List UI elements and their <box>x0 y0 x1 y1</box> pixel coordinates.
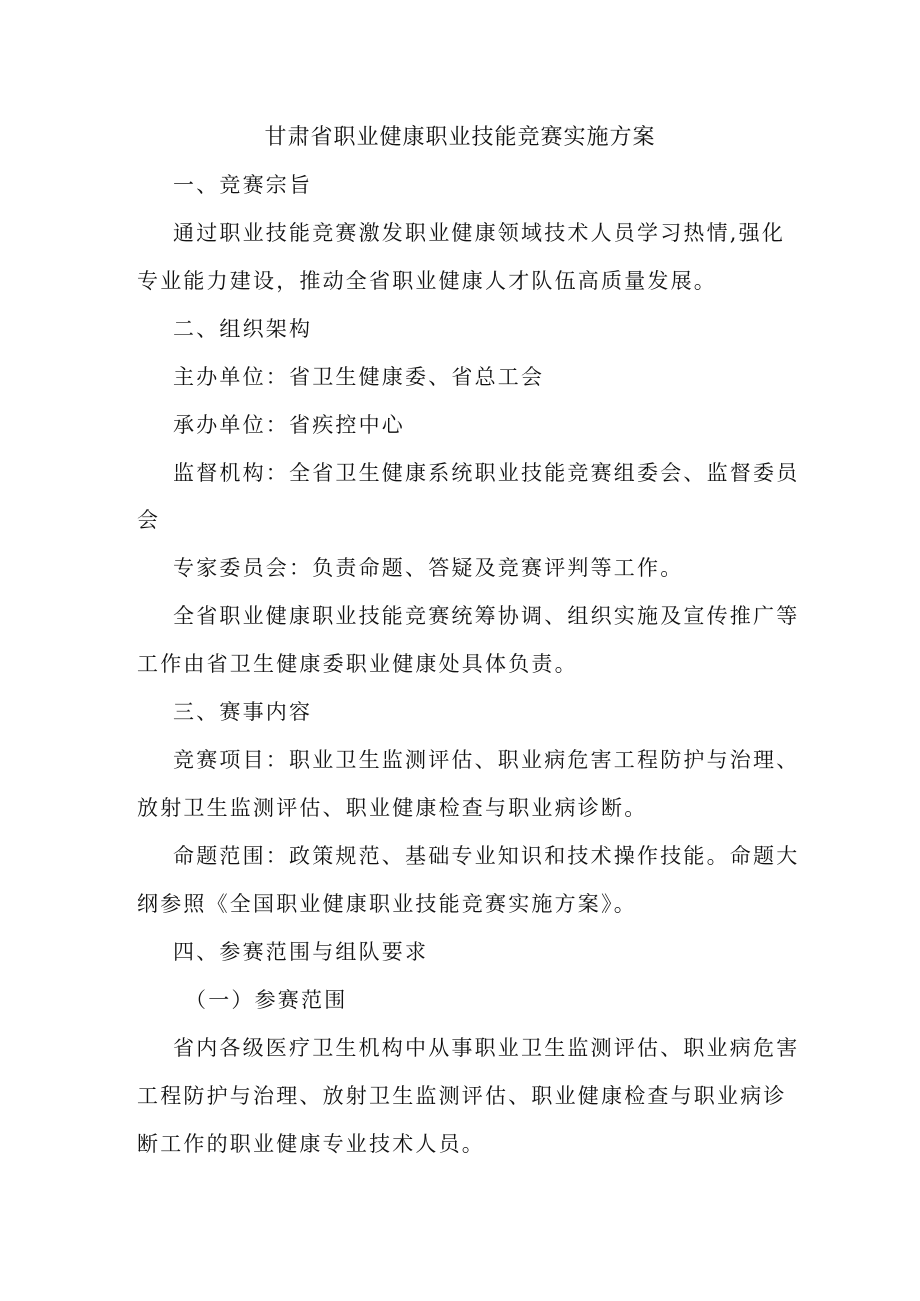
paragraph-line: 承办单位：省疾控中心 <box>173 413 405 437</box>
subsection-heading: （一）参赛范围 <box>185 988 348 1012</box>
paragraph-line: 专家委员会：负责命题、答疑及竞赛评判等工作。 <box>173 556 684 580</box>
paragraph-line: 省内各级医疗卫生机构中从事职业卫生监测评估、职业病危害 <box>173 1036 800 1060</box>
section-heading-participation: 四、参赛范围与组队要求 <box>173 940 429 964</box>
section-heading-purpose: 一、竞赛宗旨 <box>173 173 313 197</box>
paragraph-line: 全省职业健康职业技能竞赛统筹协调、组织实施及宣传推广等 <box>173 604 800 628</box>
section-heading-organization: 二、组织架构 <box>173 317 313 341</box>
paragraph-line: 断工作的职业健康专业技术人员。 <box>137 1132 485 1156</box>
paragraph-line: 纲参照《全国职业健康职业技能竞赛实施方案》。 <box>137 892 637 916</box>
paragraph-line: 通过职业技能竞赛激发职业健康领域技术人员学习热情,强化 <box>173 221 786 245</box>
paragraph-line: 监督机构：全省卫生健康系统职业技能竞赛组委会、监督委员 <box>173 461 800 485</box>
section-heading-content: 三、赛事内容 <box>173 700 313 724</box>
paragraph-line: 放射卫生监测评估、职业健康检查与职业病诊断。 <box>137 796 648 820</box>
paragraph-line: 命题范围：政策规范、基础专业知识和技术操作技能。命题大 <box>173 844 800 868</box>
paragraph-line: 专业能力建设，推动全省职业健康人才队伍高质量发展。 <box>137 269 717 293</box>
paragraph-line: 竞赛项目：职业卫生监测评估、职业病危害工程防护与治理、 <box>173 748 800 772</box>
document-title: 甘肃省职业健康职业技能竞赛实施方案 <box>264 125 656 150</box>
paragraph-line: 主办单位：省卫生健康委、省总工会 <box>173 365 545 389</box>
paragraph-line: 工程防护与治理、放射卫生监测评估、职业健康检查与职业病诊 <box>137 1084 787 1108</box>
paragraph-line: 会 <box>137 508 161 532</box>
paragraph-line: 工作由省卫生健康委职业健康处具体负责。 <box>137 652 578 676</box>
